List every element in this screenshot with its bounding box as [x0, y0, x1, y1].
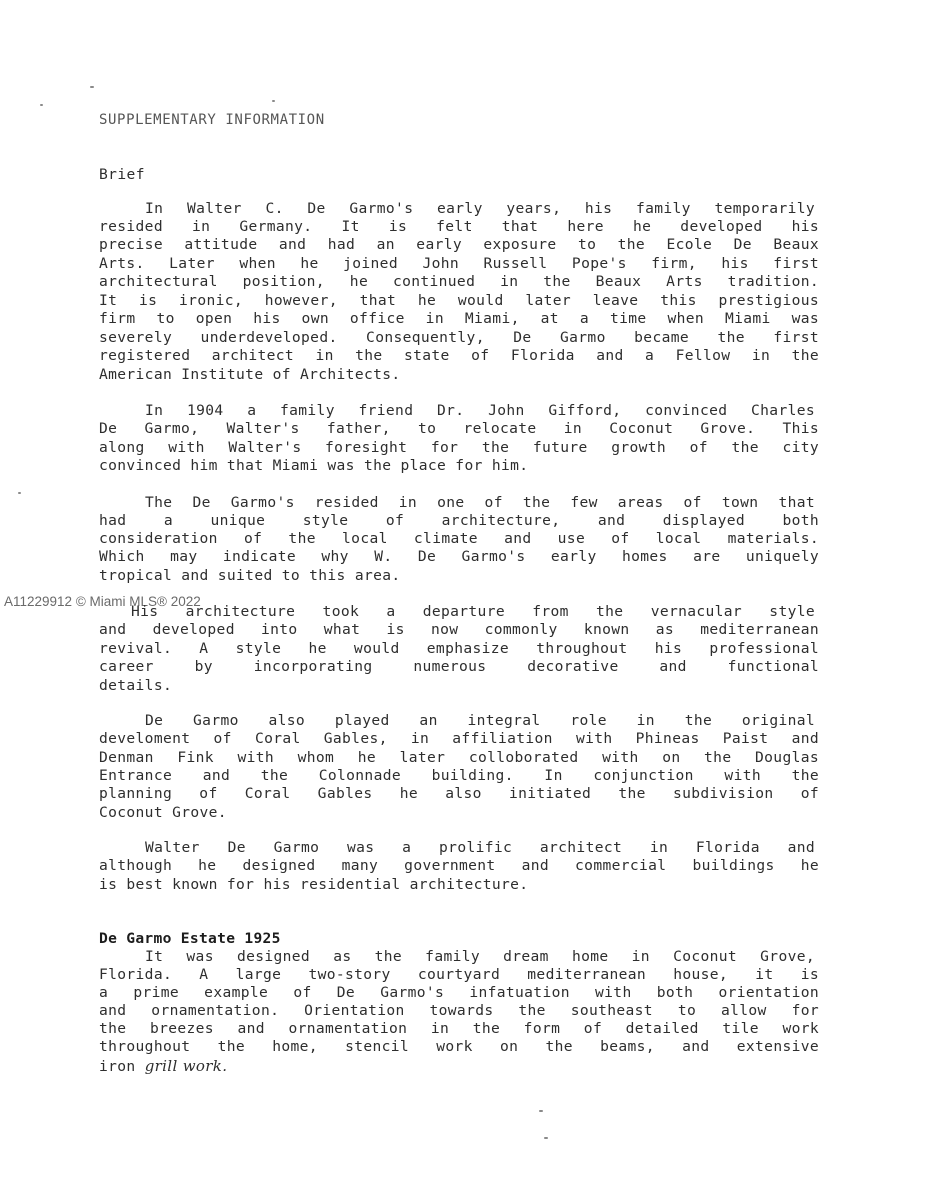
brief-heading: Brief — [99, 166, 145, 183]
text-line: along with Walter's foresight for the future growth of the city — [99, 439, 819, 456]
text-line: It is ironic, however, that he would later leave this prestigious — [99, 292, 819, 309]
text-line: In Walter C. De Garmo's early years, his family temporarily — [145, 200, 815, 217]
text-line: De Garmo, Walter's father, to relocate in Coconut Grove. This — [99, 420, 819, 437]
text-line: Walter De Garmo was a prolific architect in Florida and — [145, 839, 815, 856]
scan-speck — [40, 104, 43, 106]
handwritten-annotation: grill work. — [144, 1057, 228, 1075]
text-line: career by incorporating numerous decorative and functional — [99, 658, 819, 675]
text-line: architectural position, he continued in the Beaux Arts tradition. — [99, 273, 819, 290]
text-line: De Garmo also played an integral role in the original — [145, 712, 815, 729]
text-line: Which may indicate why W. De Garmo's early homes are uniquely — [99, 548, 819, 565]
text-line: the breezes and ornamentation in the form of detailed tile work — [99, 1020, 819, 1037]
estate-heading: De Garmo Estate 1925 — [99, 930, 281, 947]
text-line: details. — [99, 677, 173, 694]
text-line: tropical and suited to this area. — [99, 567, 401, 584]
text-line: His architecture took a departure from the vernacular style — [131, 603, 815, 620]
text-line: and developed into what is now commonly known as mediterranean — [99, 621, 819, 638]
text-line: Coconut Grove. — [99, 804, 227, 821]
scan-speck — [18, 492, 21, 494]
text-line: develoment of Coral Gables, in affiliation with Phineas Paist and — [99, 730, 819, 747]
text-line: The De Garmo's resided in one of the few areas of town that — [145, 494, 815, 511]
text-line: resided in Germany. It is felt that here he developed his — [99, 218, 819, 235]
text-line: Entrance and the Colonnade building. In conjunction with the — [99, 767, 819, 784]
scan-speck — [272, 100, 275, 102]
text-line: consideration of the local climate and use of local materials. — [99, 530, 819, 547]
text-line: In 1904 a family friend Dr. John Gifford, convinced Charles — [145, 402, 815, 419]
text-line: Denman Fink with whom he later colloborated with on the Douglas — [99, 749, 819, 766]
page-title: SUPPLEMENTARY INFORMATION — [99, 112, 325, 128]
text-line: although he designed many government and commercial buildings he — [99, 857, 819, 874]
text-line: and ornamentation. Orientation towards the southeast to allow for — [99, 1002, 819, 1019]
text-line: American Institute of Architects. — [99, 366, 401, 383]
text-line: It was designed as the family dream home in Coconut Grove, — [145, 948, 815, 965]
scan-speck — [544, 1137, 548, 1139]
text-line: revival. A style he would emphasize throughout his professional — [99, 640, 819, 657]
text-line: a prime example of De Garmo's infatuation with both orientation — [99, 984, 819, 1001]
text-line: throughout the home, stencil work on the beams, and extensive — [99, 1038, 819, 1055]
text-line-final — [99, 1057, 819, 1076]
text-line: severely underdeveloped. Consequently, De Garmo became the first — [99, 329, 819, 346]
text-line: had a unique style of architecture, and displayed both — [99, 512, 819, 529]
scan-speck — [90, 86, 94, 88]
text-line: planning of Coral Gables he also initiated the subdivision of — [99, 785, 819, 802]
text-line: registered architect in the state of Florida and a Fellow in the — [99, 347, 819, 364]
mls-watermark: A11229912 © Miami MLS® 2022 — [4, 594, 201, 609]
text-line: Arts. Later when he joined John Russell Pope's firm, his first — [99, 255, 819, 272]
text-fragment: iron — [99, 1058, 145, 1075]
text-line: precise attitude and had an early exposure to the Ecole De Beaux — [99, 236, 819, 253]
text-line: convinced him that Miami was the place for him. — [99, 457, 529, 474]
text-line: Florida. A large two-story courtyard mediterranean house, it is — [99, 966, 819, 983]
scan-speck — [539, 1110, 543, 1112]
text-line: is best known for his residential architecture. — [99, 876, 529, 893]
text-line: firm to open his own office in Miami, at a time when Miami was — [99, 310, 819, 327]
